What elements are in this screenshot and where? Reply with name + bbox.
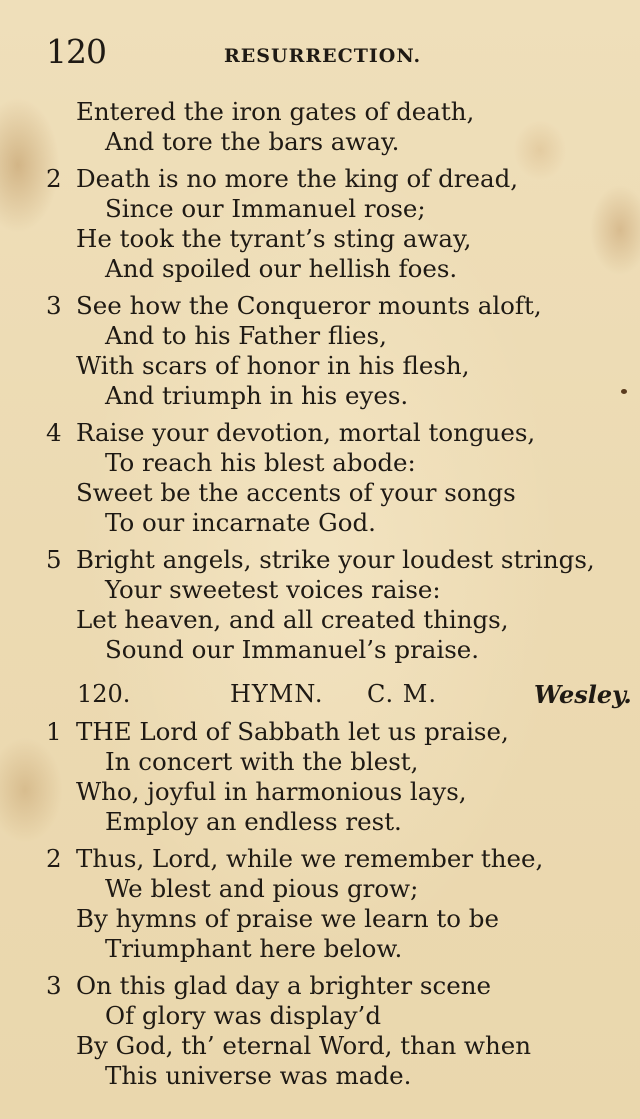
verse-line: 4 Raise your devotion, mortal tongues, xyxy=(46,418,536,447)
verse-line: And triumph in his eyes. xyxy=(105,381,409,410)
stanza-2 xyxy=(0,164,640,284)
hymn-lord-of-sabbath xyxy=(0,717,640,1098)
verse-line: Employ an endless rest. xyxy=(105,807,402,836)
verse-line: 3 On this glad day a brighter scene xyxy=(46,971,491,1000)
verse-line: In concert with the blest, xyxy=(105,747,419,776)
stanza-2 xyxy=(0,844,640,964)
verse-line: We blest and pious grow; xyxy=(105,874,419,903)
verse-line: Triumphant here below. xyxy=(105,934,403,963)
page-number: 120 xyxy=(46,32,106,71)
verse-line: 5 Bright angels, strike your loudest strings, xyxy=(46,545,595,574)
stanza-number: 3 xyxy=(46,971,62,1000)
verse-line: Your sweetest voices raise: xyxy=(105,575,441,604)
verse-line: 3 See how the Conqueror mounts aloft, xyxy=(46,291,542,320)
verse-line: Sound our Immanuel’s praise. xyxy=(105,635,480,664)
verse-line: And to his Father flies, xyxy=(105,321,387,350)
verse-line: He took the tyrant’s sting away, xyxy=(76,224,472,253)
running-head: RESURRECTION. xyxy=(224,45,422,67)
stanza-3 xyxy=(0,971,640,1091)
verse-line: And tore the bars away. xyxy=(105,127,400,156)
verse-line: Entered the iron gates of death, xyxy=(76,97,475,126)
hymn-author: Wesley. xyxy=(534,680,632,709)
stanza-5 xyxy=(0,545,640,665)
hymn-resurrection-continued xyxy=(0,97,640,672)
stanza-1 xyxy=(0,717,640,837)
stanza-3 xyxy=(0,291,640,411)
verse-line: With scars of honor in his flesh, xyxy=(76,351,470,380)
verse-line: 1 THE Lord of Sabbath let us praise, xyxy=(46,717,509,746)
hymn-heading xyxy=(0,680,640,714)
stanza-1 xyxy=(0,97,640,157)
verse-line: To reach his blest abode: xyxy=(105,448,416,477)
verse-line: Since our Immanuel rose; xyxy=(105,194,426,223)
verse-line: By God, th’ eternal Word, than when xyxy=(76,1031,532,1060)
stanza-number: 3 xyxy=(46,291,62,320)
hymn-meter: C. M. xyxy=(367,680,437,708)
verse-line: Let heaven, and all created things, xyxy=(76,605,509,634)
hymn-title: HYMN. xyxy=(230,680,324,708)
verse-line: And spoiled our hellish foes. xyxy=(105,254,458,283)
ink-speck xyxy=(621,389,627,394)
verse-line: This universe was made. xyxy=(105,1061,412,1090)
verse-line: Who, joyful in harmonious lays, xyxy=(76,777,467,806)
verse-line: 2 Death is no more the king of dread, xyxy=(46,164,519,193)
verse-line: Sweet be the accents of your songs xyxy=(76,478,516,507)
stanza-number: 1 xyxy=(46,717,62,746)
stanza-number: 2 xyxy=(46,164,62,193)
verse-line: By hymns of praise we learn to be xyxy=(76,904,499,933)
stanza-number: 5 xyxy=(46,545,62,574)
stanza-number: 2 xyxy=(46,844,62,873)
stanza-4 xyxy=(0,418,640,538)
page-header xyxy=(46,32,614,76)
verse-line: To our incarnate God. xyxy=(105,508,376,537)
hymn-number: 120. xyxy=(77,680,131,708)
verse-line: Of glory was display’d xyxy=(105,1001,382,1030)
verse-line: 2 Thus, Lord, while we remember thee, xyxy=(46,844,544,873)
stanza-number: 4 xyxy=(46,418,62,447)
